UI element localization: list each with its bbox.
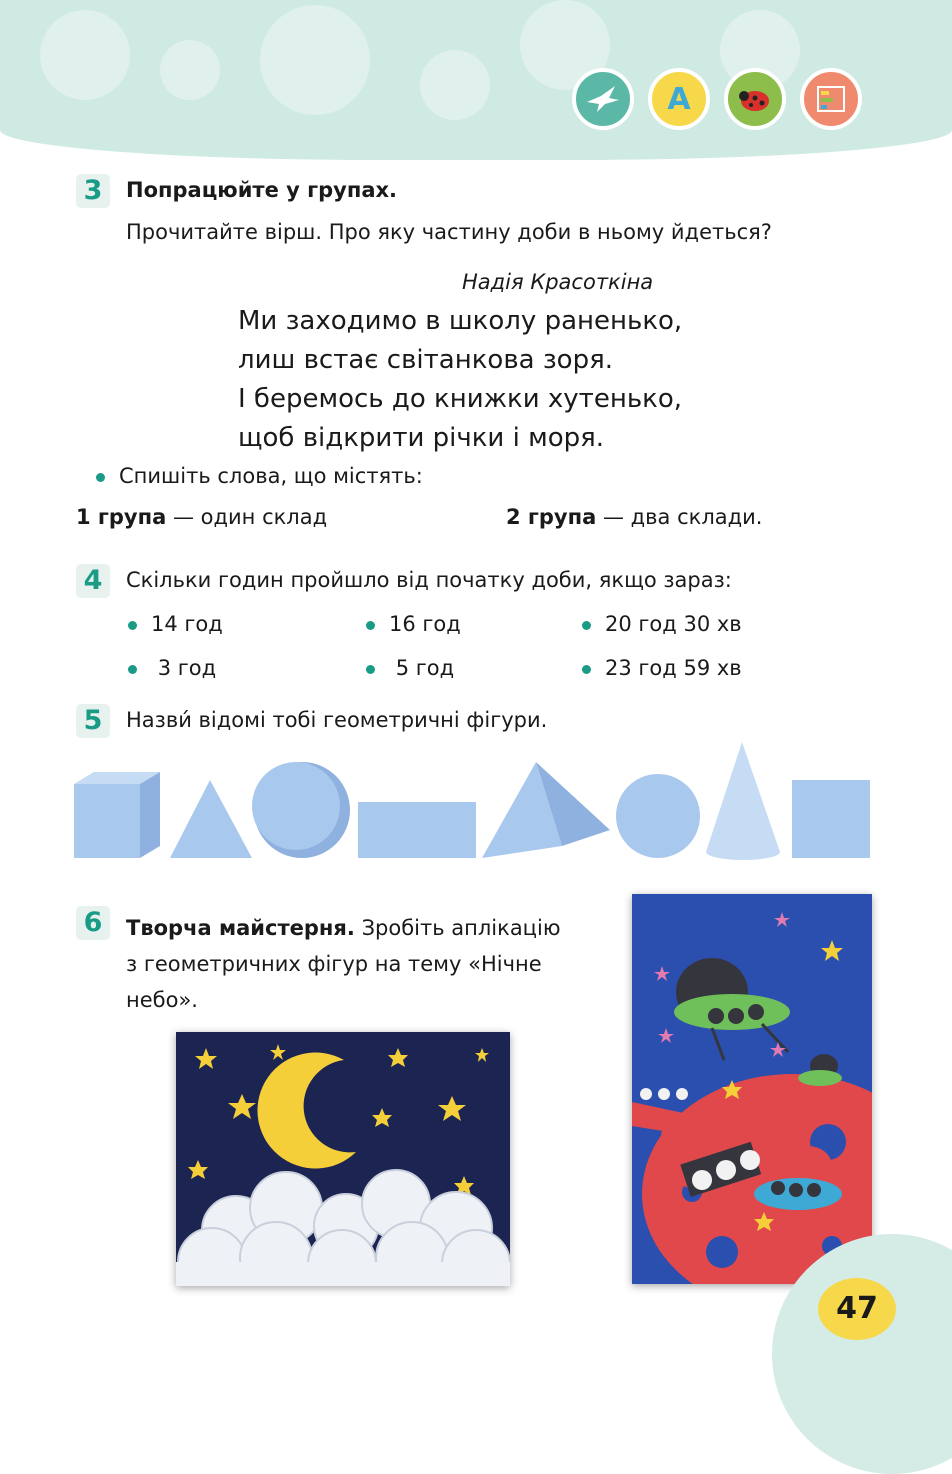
poem-line: Ми заходимо в школу раненько, [238,306,683,336]
group-2-label: 2 група [506,505,597,529]
circle-shape [616,774,700,858]
geometric-shapes [70,740,876,862]
group-2 [506,505,762,529]
task-6-title: Творча майстерня. [126,916,355,940]
task-6-text: Творча майстерня. Зробіть аплікацію з геометричних фігур на тему «Нічне небо». [126,916,561,1012]
ladybug-icon [724,68,786,130]
task-3-title: Попрацюйте у групах. [126,178,398,202]
list-item: 5 год [366,656,454,680]
task-3-number: 3 [76,174,110,208]
list-item: 14 год [128,612,223,636]
task-4-number: 4 [76,564,110,598]
task-6-number: 6 [76,906,110,940]
poem-line: щоб відкрити річки і моря. [238,423,605,453]
poem-author: Надія Красоткіна [462,270,654,294]
bullet-dot [96,473,105,482]
list-item: 20 год 30 хв [582,612,742,636]
task-3-question: Прочитайте вірш. Про яку частину доби в ньому йдеться? [126,220,772,244]
poem-line: І беремось до книжки хутенько, [238,384,683,414]
task-5-number: 5 [76,704,110,738]
poem-line: лиш встає світанкова зоря. [238,345,613,375]
square-shape [792,780,870,858]
group-1-label: 1 група [76,505,167,529]
group-2-text: — два склади. [596,505,763,529]
task-5-text: Назви́ відомі тобі геометричні фігури. [126,708,548,732]
page-number: 47 [818,1278,896,1340]
task-4-text: Скільки годин пройшло від початку доби, якщо зараз: [126,568,732,592]
list-item: 23 год 59 хв [582,656,742,680]
triangle-shape [170,780,252,858]
rectangle-shape [358,802,476,858]
bird-icon [572,68,634,130]
bullet-text: Спишіть слова, що містять: [119,464,423,488]
poem [238,302,682,458]
group-1 [76,505,327,529]
header-icons [572,68,862,130]
group-1-text: — один склад [166,505,328,529]
cone-shape [706,742,780,860]
list-item: 3 год [128,656,216,680]
space-image [632,894,872,1284]
abacus-icon [800,68,862,130]
night-sky-image [176,1032,510,1286]
sphere-shape [252,762,350,858]
pyramid-shape [482,762,610,858]
cube-shape [74,772,160,858]
task-3-bullet [96,464,423,488]
letter-a-icon: А [648,68,710,130]
list-item: 16 год [366,612,461,636]
